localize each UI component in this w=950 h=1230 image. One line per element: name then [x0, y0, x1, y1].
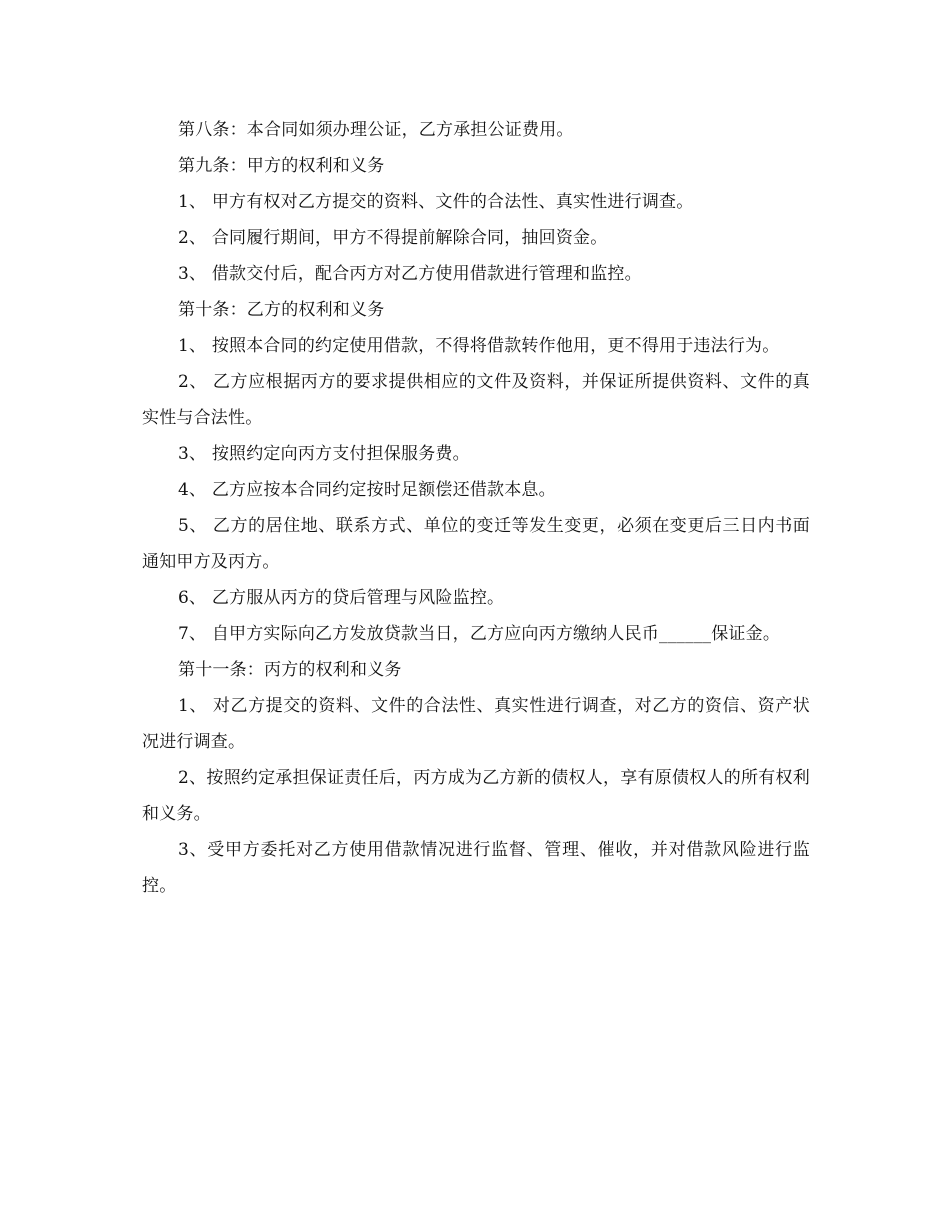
article-9-item-1: 1、 甲方有权对乙方提交的资料、文件的合法性、真实性进行调查。 — [178, 192, 694, 212]
article-11-item-2: 2、按照约定承担保证责任后，丙方成为乙方新的债权人，享有原债权人的所有权利和义务。 — [142, 768, 810, 824]
article-10-item-6: 6、 乙方服从丙方的贷后管理与风险监控。 — [178, 588, 505, 608]
article-11-item-3: 3、受甲方委托对乙方使用借款情况进行监督、管理、催收，并对借款风险进行监控。 — [142, 840, 810, 896]
article-10-heading: 第十条：乙方的权利和义务 — [178, 300, 385, 320]
article-8-notarization: 第八条：本合同如须办理公证，乙方承担公证费用。 — [178, 120, 574, 140]
document-body — [142, 112, 810, 904]
article-9-heading: 第九条：甲方的权利和义务 — [178, 156, 385, 176]
article-11-item-1: 1、 对乙方提交的资料、文件的合法性、真实性进行调查，对乙方的资信、资产状况进行调查。 — [142, 696, 810, 752]
article-10-item-2: 2、 乙方应根据丙方的要求提供相应的文件及资料，并保证所提供资料、文件的真实性与合法性。 — [142, 372, 810, 428]
article-10-item-3: 3、 按照约定向丙方支付担保服务费。 — [178, 444, 470, 464]
article-10-item-1: 1、 按照本合同的约定使用借款，不得将借款转作他用，更不得用于违法行为。 — [178, 336, 780, 356]
article-9-item-3: 3、 借款交付后，配合丙方对乙方使用借款进行管理和监控。 — [178, 264, 642, 284]
article-10-item-4: 4、 乙方应按本合同约定按时足额偿还借款本息。 — [178, 480, 556, 500]
article-10-item-7: 7、 自甲方实际向乙方发放贷款当日，乙方应向丙方缴纳人民币______保证金。 — [178, 624, 781, 644]
article-10-item-5: 5、 乙方的居住地、联系方式、单位的变迁等发生变更，必须在变更后三日内书面通知甲方及丙方。 — [142, 516, 810, 572]
article-11-heading: 第十一条：丙方的权利和义务 — [178, 660, 402, 680]
article-9-item-2: 2、 合同履行期间，甲方不得提前解除合同，抽回资金。 — [178, 228, 608, 248]
